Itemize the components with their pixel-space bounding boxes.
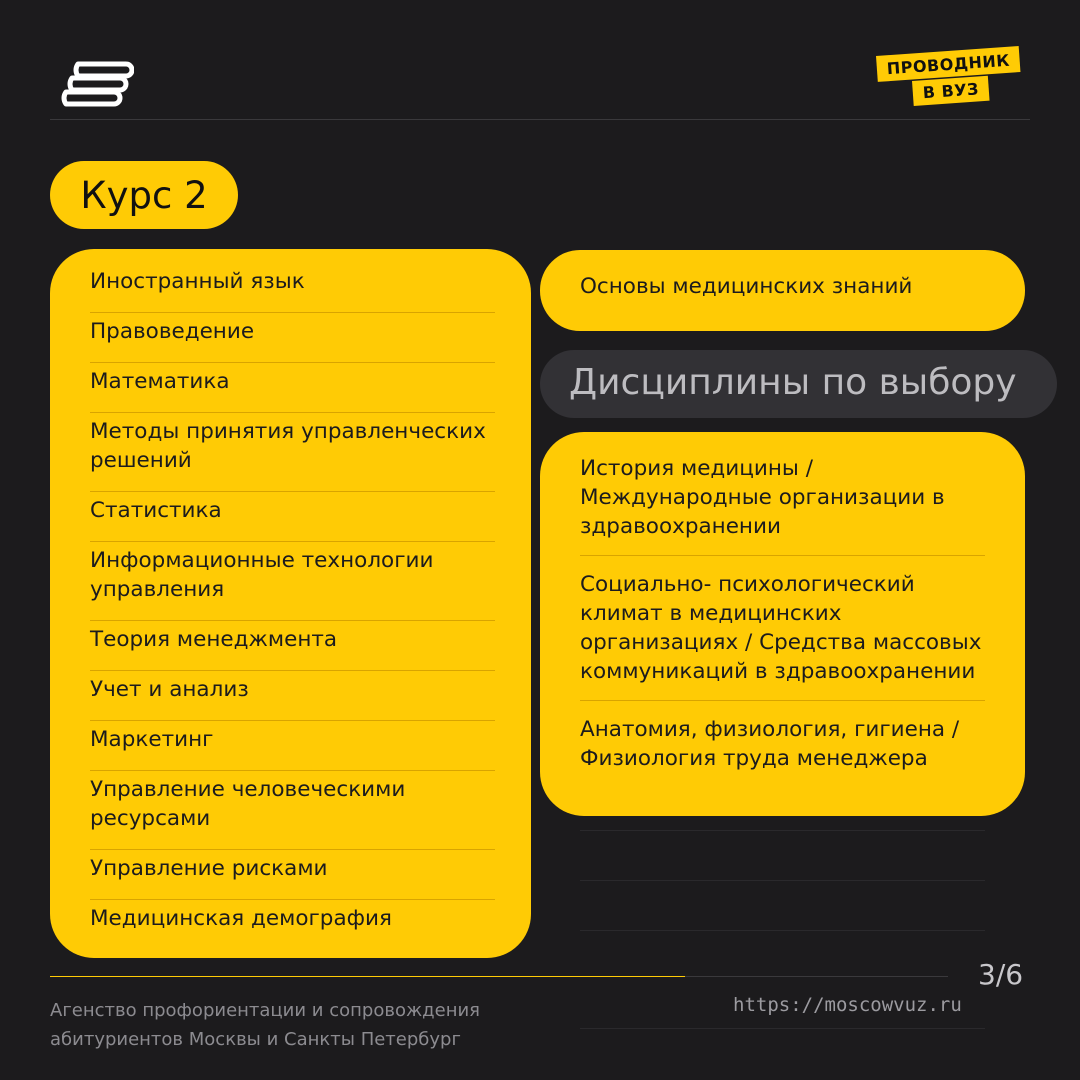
electives-heading: [540, 350, 1057, 418]
course-title: Курс 2: [50, 161, 238, 229]
progress-line: [50, 976, 685, 977]
required-subjects-card: [50, 249, 531, 958]
stacked-books-icon: [58, 58, 134, 114]
website-link[interactable]: https://moscowvuz.ru: [733, 994, 962, 1016]
subject-item: Иностранный язык: [90, 263, 495, 313]
page-indicator: 3/6: [978, 958, 1024, 991]
subject-item: Управление рисками: [90, 850, 495, 900]
elective-item: История медицины / Международные организации в здравоохранении: [580, 454, 985, 556]
brand-badge: [876, 50, 1028, 106]
subject-item: Статистика: [90, 492, 495, 542]
subject-item: Информационные технологии управления: [90, 542, 495, 621]
brand-line-2: В ВУЗ: [912, 76, 990, 106]
subject-item: Математика: [90, 363, 495, 413]
brand-line-1: ПРОВОДНИК: [876, 46, 1021, 82]
agency-description: Агенство профориентации и сопровождения абитуриентов Москвы и Санкты Петербург: [50, 1000, 480, 1050]
medical-basics-label: Основы медицинских знаний: [580, 274, 913, 299]
elective-item: Анатомия, физиология, гигиена / Физиология труда менеджера: [580, 717, 960, 771]
subject-item: Медицинская демография: [90, 906, 392, 931]
subject-item: Теория менеджмента: [90, 621, 495, 671]
required-subjects-list: [90, 263, 495, 949]
subject-item: Учет и анализ: [90, 671, 495, 721]
subject-item: Маркетинг: [90, 721, 495, 771]
decorative-line: [580, 830, 985, 831]
decorative-line: [580, 1028, 985, 1029]
medical-basics-card: [540, 250, 1025, 331]
electives-heading-label: Дисциплины по выбору: [569, 362, 1017, 403]
decorative-line: [580, 880, 985, 881]
decorative-line: [580, 930, 985, 931]
electives-list: [580, 454, 985, 801]
subject-item: Правоведение: [90, 313, 495, 363]
header-divider: [50, 119, 1030, 120]
subject-item: Управление человеческими ресурсами: [90, 771, 495, 850]
elective-item: Социально- психологический климат в медицинских организациях / Средства массовых коммуникаций в здравоохранении: [580, 570, 985, 701]
subject-item: Методы принятия управленческих решений: [90, 413, 495, 492]
electives-card: [540, 432, 1025, 816]
